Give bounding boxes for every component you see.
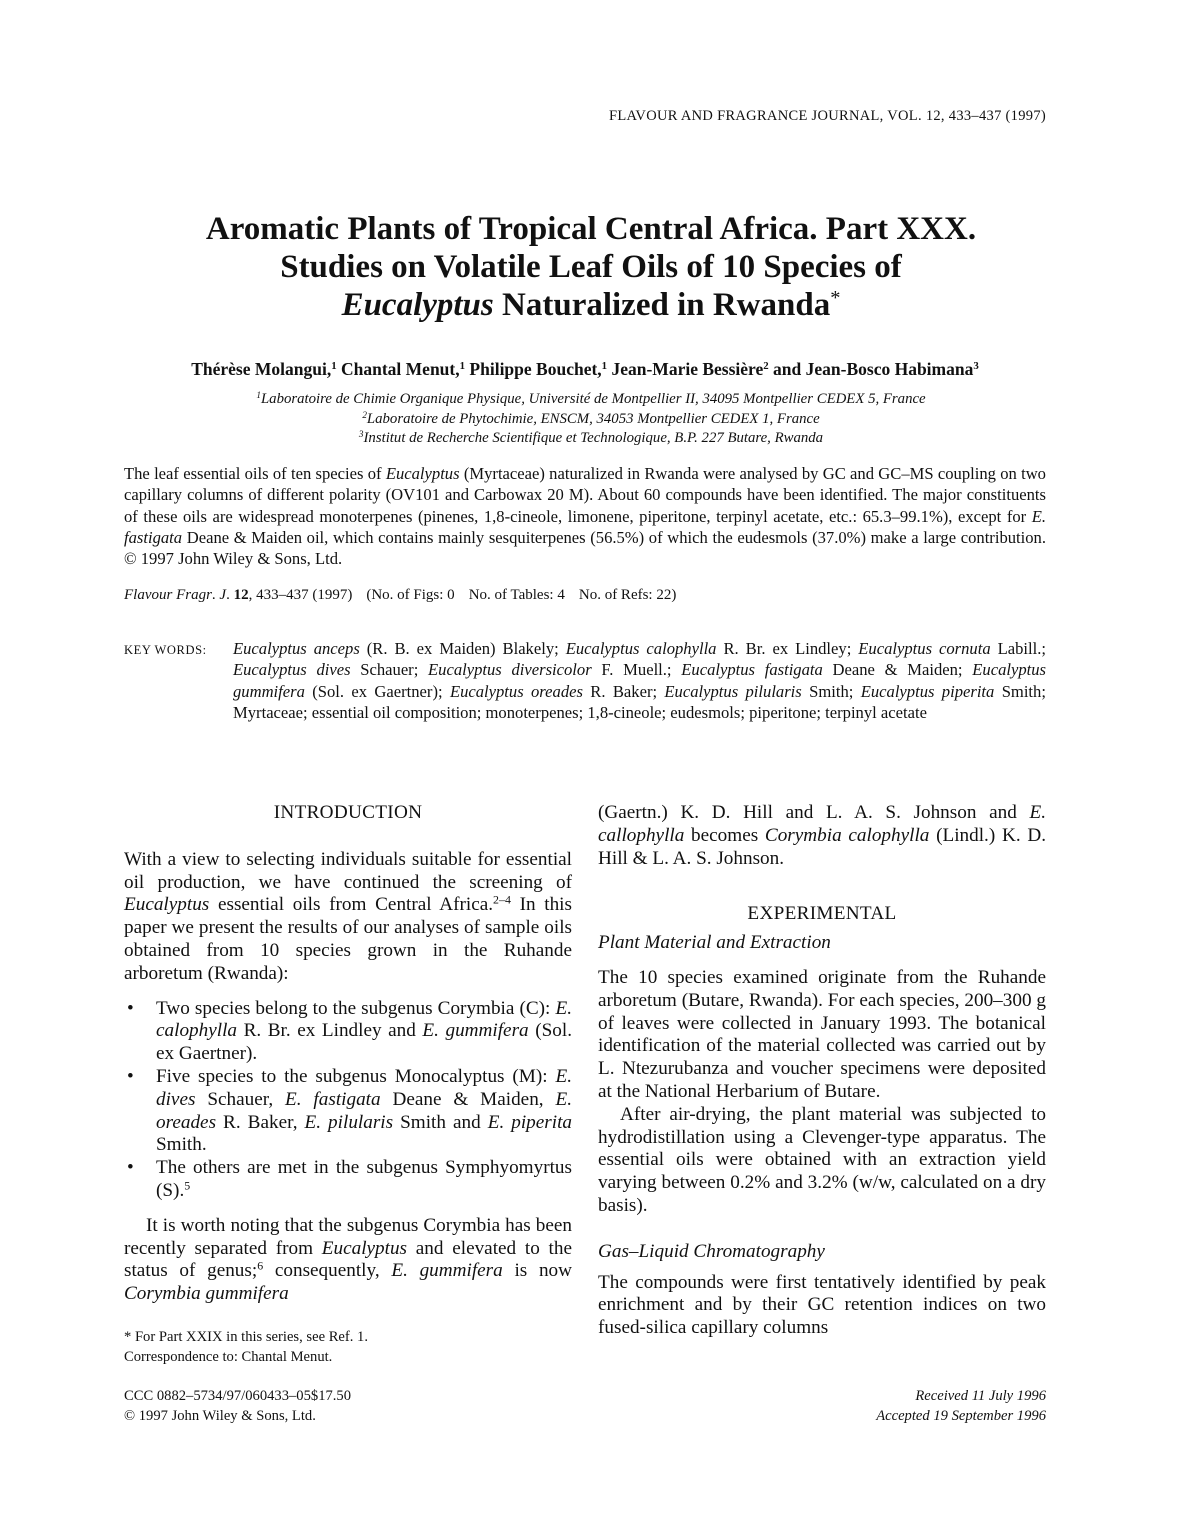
list-text: Five species to the subgenus Monocalyptus (M): [156, 1065, 556, 1087]
body-text: (Lindl.) K. D. Hill & L. A. S. Johnson. [598, 824, 1046, 869]
body-text: becomes [684, 824, 765, 846]
author-affil-mark: 3 [973, 360, 979, 373]
citation-punct: . [226, 587, 234, 603]
footnote [124, 1328, 584, 1367]
keyword-species: Eucalyptus diversicolor [428, 660, 592, 680]
journal-line: FLAVOUR AND FRAGRANCE JOURNAL, VOL. 12, 433–437 (1997) [609, 108, 1046, 124]
keyword-species: Eucalyptus calophylla [565, 639, 717, 658]
journal-header [609, 108, 1046, 125]
affiliation-text: Laboratoire de Chimie Organique Physique, Université de Montpellier II, 34095 Montpellier CEDEX 5, France [260, 391, 926, 407]
section-heading-experimental: EXPERIMENTAL [747, 903, 897, 925]
list-italic: E. dives [156, 1065, 572, 1110]
keyword-authority: Schauer; [350, 660, 429, 680]
subsection-glc: Gas–Liquid Chromatography [598, 1240, 825, 1262]
list-text: (Sol. ex Gaertner). [156, 1020, 572, 1065]
keyword-authority: F. Muell.; [591, 660, 682, 680]
intro-text: In this paper we present the results of our analyses of sample oils obtained from 10 species grown in the Ruhande arboretum (Rwanda): [124, 894, 572, 984]
affiliation [0, 390, 1182, 410]
accepted-date: Accepted 19 September 1996 [876, 1407, 1046, 1424]
keyword-species: Eucalyptus piperita [860, 681, 995, 701]
keyword-authority: Smith; [994, 681, 1046, 701]
citation-tables: No. of Tables: 4 [468, 587, 565, 603]
keyword-species: Eucalyptus cornuta [858, 639, 991, 658]
affiliation-mark: 3 [358, 428, 364, 439]
affiliation [0, 410, 1182, 430]
author: Jean-Marie Bessière [607, 359, 764, 379]
subsection-plant-material: Plant Material and Extraction [598, 932, 831, 954]
keywords-block [124, 638, 1046, 723]
citation-volume: 12 [233, 587, 249, 603]
plant-material-paragraph-2: After air-drying, the plant material was subjected to hydrodistillation using a Clevenger-type apparatus. The essential oils were obtained with an extraction yield varying between 0.2% and 3.2% (w/w, calculated on a dry basis). [598, 1103, 1046, 1216]
list-italic: E. oreades [156, 1088, 573, 1133]
body-italic: Corymbia calophylla [764, 824, 930, 846]
bullet-mark: • [127, 1065, 134, 1087]
intro-paragraph-2 [124, 1215, 572, 1306]
received-date: Received 11 July 1996 [915, 1388, 1046, 1404]
list-italic: E. fastigata [285, 1088, 381, 1110]
citation-punct: . [211, 587, 220, 603]
author-list [0, 359, 1170, 380]
list-ref-mark: 5 [184, 1178, 191, 1193]
ccc-code: CCC 0882–5734/97/060433–05$17.50 [124, 1388, 352, 1404]
intro-text: consequently, [263, 1260, 392, 1282]
footnote-line: Correspondence to: Chantal Menut. [124, 1348, 333, 1365]
affiliation-text: Laboratoire de Phytochimie, ENSCM, 34053 Montpellier CEDEX 1, France [366, 410, 820, 427]
section-heading-introduction: INTRODUCTION [273, 802, 423, 823]
affiliation [0, 429, 1182, 449]
keyword-species: Eucalyptus fastigata [681, 660, 823, 680]
intro-continuation [598, 802, 1046, 870]
list-text: Schauer, [195, 1088, 286, 1110]
list-italic: E. piperita [487, 1111, 573, 1133]
citation-pages: , 433–437 (1997) [248, 587, 353, 603]
article-title [0, 210, 1182, 324]
keyword-species: Eucalyptus pilularis [664, 681, 802, 701]
abstract-text: Deane & Maiden oil, which contains mainly sesquiterpenes (56.5%) of which the eudesmols (37.0%) make a large contribution. © 1997 John Wiley & Sons, Ltd. [124, 527, 1046, 569]
subgenus-list [124, 998, 572, 1203]
title-footnote-mark: * [830, 286, 841, 309]
keyword-species: Eucalyptus oreades [449, 681, 583, 701]
keywords-list [233, 638, 1046, 723]
body-text: (Gaertn.) K. D. Hill and L. A. S. Johnson and [598, 802, 1030, 823]
list-text: Two species belong to the subgenus Corymbia (C): [156, 997, 556, 1019]
keyword-authority: Labill.; [990, 639, 1046, 658]
title-line-1: Aromatic Plants of Tropical Central Africa. Part XXX. [205, 211, 977, 247]
abstract [124, 463, 1046, 569]
right-column [598, 802, 1046, 1340]
abstract-text: The leaf essential oils of ten species of [124, 464, 386, 483]
author-affil-mark: 1 [331, 360, 337, 373]
keyword-authority: Deane & Maiden; [822, 660, 973, 680]
abstract-italic: Eucalyptus [385, 464, 460, 483]
list-italic: E. gummifera [422, 1020, 529, 1042]
author: Philippe Bouchet, [465, 359, 602, 379]
plant-material-paragraph-1: The 10 species examined originate from the Ruhande arboretum (Butare, Rwanda). For each species, 200–300 g of leaves were collected in January 1993. The botanical identification of the material collected was carried out by L. Ntezurubanza and voucher specimens were deposited at the National Herbarium of Butare. [598, 966, 1046, 1102]
bullet-mark: • [127, 1157, 134, 1179]
intro-italic: Eucalyptus [124, 894, 210, 916]
citation-journal: Flavour Fragr [124, 587, 212, 603]
citation-journal-j: J [219, 587, 227, 603]
list-italic: E. calophylla [156, 997, 572, 1042]
list-text: R. Br. ex Lindley and [237, 1020, 423, 1042]
intro-text: It is worth noting that the subgenus Corymbia has been recently separated from [124, 1214, 572, 1259]
keyword-species: Eucalyptus gummifera [233, 660, 1046, 701]
intro-text: and elevated to the status of genus; [124, 1237, 572, 1282]
body-italic: E. callophylla [598, 802, 1046, 846]
list-item [124, 1157, 572, 1203]
citation-refs: No. of Refs: 22) [578, 587, 677, 603]
keyword-authority: R. Br. ex Lindley; [716, 639, 859, 658]
list-text: R. Baker, [216, 1111, 305, 1133]
affiliations [0, 390, 1182, 449]
affiliation-mark: 1 [256, 389, 261, 400]
intro-text: essential oils from Central Africa. [209, 894, 494, 916]
citation-line [124, 587, 676, 604]
intro-italic: E. gummifera [391, 1260, 503, 1282]
intro-ref-mark: 2–4 [493, 892, 511, 907]
author: Chantal Menut, [336, 359, 460, 379]
keyword-authority: (Sol. ex Gaertner); [304, 681, 450, 701]
left-column [124, 802, 572, 1306]
title-line-3 [0, 286, 1182, 324]
list-text: The others are met in the subgenus Symphyomyrtus (S). [156, 1157, 572, 1201]
list-item [124, 1066, 572, 1157]
intro-paragraph-1 [124, 849, 572, 986]
title-line-3-rest: Naturalized in Rwanda [493, 287, 831, 323]
intro-text: With a view to selecting individuals suitable for essential oil production, we have continued the screening of [124, 848, 572, 893]
keyword-tail: Myrtaceae; essential oil composition; monoterpenes; 1,8-cineole; eudesmols; piperitone; terpinyl acetate [233, 702, 927, 722]
keyword-species: Eucalyptus dives [233, 660, 351, 680]
affiliation-text: Institut de Recherche Scientifique et Technologique, B.P. 227 Butare, Rwanda [363, 430, 824, 446]
keyword-species: Eucalyptus anceps [233, 639, 360, 658]
keyword-authority: (R. B. ex Maiden) Blakely; [359, 639, 566, 658]
abstract-italic: E. fastigata [124, 506, 1046, 547]
list-text: Smith. [156, 1134, 207, 1156]
glc-paragraph: The compounds were first tentatively identified by peak enrichment and by their GC retention indices on two fused-silica capillary columns [598, 1271, 1046, 1339]
bullet-mark: • [127, 997, 134, 1019]
affiliation-mark: 2 [362, 409, 367, 420]
list-item [124, 998, 572, 1066]
author-affil-mark: 2 [763, 360, 769, 373]
title-line-2: Studies on Volatile Leaf Oils of 10 Species of [280, 249, 902, 285]
title-genus: Eucalyptus [341, 287, 494, 323]
list-italic: E. pilularis [304, 1111, 394, 1133]
abstract-text: (Myrtaceae) naturalized in Rwanda were analysed by GC and GC–MS coupling on two capillary columns of different polarity (OV101 and Carbowax 20 M). About 60 compounds have been identified. The major constituents of these oils are widespread monoterpenes (pinenes, 1,8-cineole, limonene, piperitone, terpinyl acetate, etc.: 65.3–99.1%), except for [124, 464, 1046, 526]
keyword-authority: R. Baker; [582, 681, 665, 701]
footer-left [124, 1387, 351, 1426]
list-text: Smith and [393, 1111, 488, 1133]
intro-italic: Corymbia gummifera [124, 1283, 289, 1305]
author-affil-mark: 1 [601, 360, 608, 373]
footer-right [876, 1387, 1046, 1426]
author-affil-mark: 1 [459, 360, 466, 373]
author: Thérèse Molangui, [191, 359, 332, 379]
author: and Jean-Bosco Habimana [768, 359, 974, 379]
footnote-line: * For Part XXIX in this series, see Ref. 1. [124, 1329, 369, 1345]
copyright: © 1997 John Wiley & Sons, Ltd. [124, 1407, 316, 1424]
keyword-authority: Smith; [801, 681, 861, 701]
keywords-label: KEY WORDS: [124, 643, 207, 657]
intro-italic: Eucalyptus [321, 1237, 408, 1259]
intro-text: is now [502, 1260, 572, 1282]
list-text: Deane & Maiden, [380, 1088, 556, 1110]
intro-ref-mark: 6 [257, 1258, 264, 1273]
citation-figs: (No. of Figs: 0 [366, 587, 455, 603]
